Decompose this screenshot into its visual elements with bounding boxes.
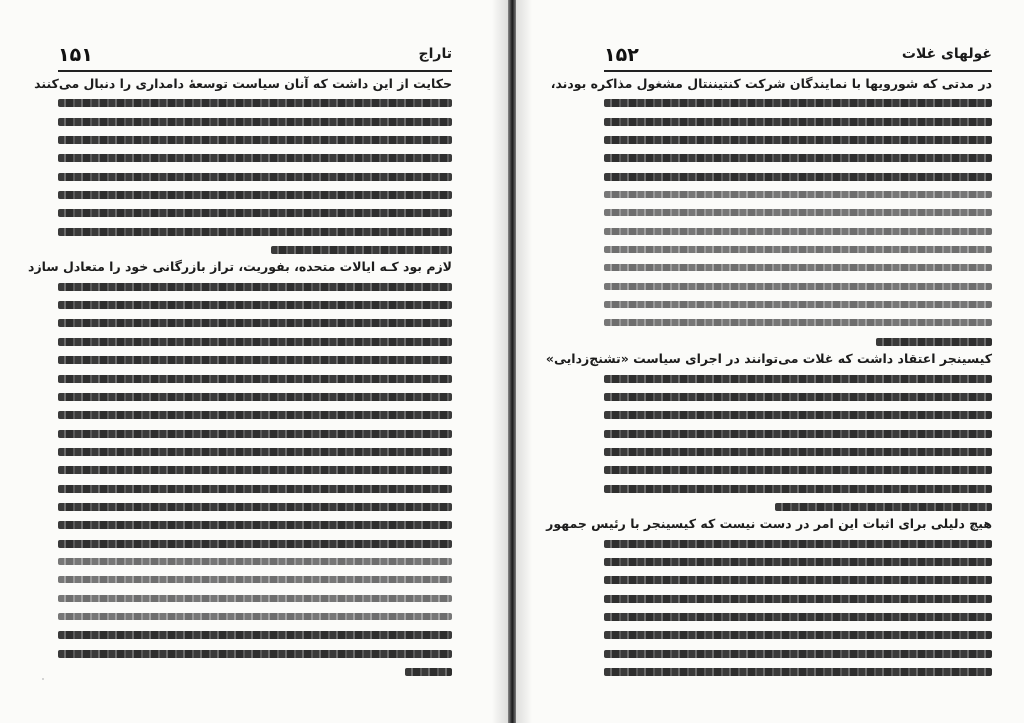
text-line-ink	[604, 99, 992, 107]
text-line	[58, 133, 452, 146]
paragraph-opening: در مدتی که شورویها با نمایندگان شرکت کنتیننتال مشغول مذاکره بودند،	[545, 76, 992, 91]
text-line-ink	[58, 173, 452, 181]
text-line	[58, 445, 452, 458]
text-line-ink	[58, 411, 452, 419]
text-line-ink	[604, 613, 992, 621]
text-line-ink	[604, 118, 992, 126]
text-line	[58, 665, 452, 678]
text-line	[58, 335, 452, 348]
text-line-ink	[58, 540, 452, 548]
text-line	[604, 206, 992, 219]
text-line	[604, 537, 992, 550]
text-line-ink	[58, 430, 452, 438]
text-line-ink	[604, 173, 992, 181]
text-line	[58, 353, 452, 366]
text-line	[58, 298, 452, 311]
text-line	[604, 463, 992, 476]
text-line	[58, 555, 452, 568]
running-title: تاراج	[418, 46, 452, 62]
text-line-ink	[604, 209, 992, 216]
text-line	[58, 537, 452, 550]
paragraph-opening: حکایت از این داشت که آنان سیاست توسعهٔ دامداری را دنبال می‌کنند	[28, 76, 452, 91]
text-line-ink	[604, 191, 992, 198]
text-line	[604, 665, 992, 678]
text-line	[604, 573, 992, 586]
text-line	[604, 335, 992, 348]
text-line	[604, 280, 992, 293]
text-line-ink	[58, 99, 452, 107]
text-line-ink	[58, 613, 452, 620]
text-line-ink	[604, 430, 992, 438]
text-line	[58, 463, 452, 476]
text-line-ink	[58, 650, 452, 658]
page-left	[0, 0, 508, 723]
scan-speck	[42, 678, 44, 680]
text-line-ink	[604, 448, 992, 456]
text-line-ink	[604, 595, 992, 603]
text-line	[604, 592, 992, 605]
text-line-ink	[58, 466, 452, 474]
text-line-ink	[604, 319, 992, 326]
text-line-ink	[58, 485, 452, 493]
header-rule	[604, 70, 992, 72]
text-line-ink	[604, 540, 992, 548]
text-line	[58, 408, 452, 421]
text-line	[604, 243, 992, 256]
text-line-ink	[604, 375, 992, 383]
text-line	[58, 482, 452, 495]
paragraph-opening: لازم بود کـه ایالات متحده، بفوریت، تراز بازرگانی خود را متعادل سازد	[22, 259, 452, 274]
text-line	[604, 628, 992, 641]
page-right	[516, 0, 1024, 723]
text-line-ink	[58, 191, 452, 199]
book-spine	[508, 0, 516, 723]
text-line-ink	[58, 136, 452, 144]
text-line-ink	[58, 338, 452, 346]
text-line-ink	[604, 136, 992, 144]
text-line	[604, 225, 992, 238]
page-header	[58, 44, 452, 68]
text-line	[58, 573, 452, 586]
text-line-ink	[58, 576, 452, 583]
text-line-ink	[604, 283, 992, 290]
gutter-shadow	[492, 0, 508, 723]
text-line	[58, 115, 452, 128]
text-line	[58, 225, 452, 238]
text-line-ink	[604, 264, 992, 271]
text-line-ink	[604, 650, 992, 658]
paragraph-opening: کیسینجر اعتقاد داشت که غلات می‌توانند در اجرای سیاست «تشنج‌زدایی»	[540, 351, 992, 366]
text-line-ink	[58, 283, 452, 291]
text-line	[604, 372, 992, 385]
text-line-ink	[604, 301, 992, 308]
text-line-ink	[58, 319, 452, 327]
text-line	[58, 427, 452, 440]
text-line	[58, 610, 452, 623]
header-rule	[58, 70, 452, 72]
text-line	[604, 133, 992, 146]
text-line-ink	[271, 246, 452, 254]
page-number: ۱۵۱	[58, 44, 93, 66]
text-line	[604, 170, 992, 183]
text-line-ink	[58, 393, 452, 401]
text-line	[604, 298, 992, 311]
text-line	[58, 316, 452, 329]
text-line-ink	[58, 558, 452, 565]
running-title: غولهای غلات	[901, 46, 992, 62]
text-line	[604, 500, 992, 513]
text-line-ink	[604, 228, 992, 235]
text-line-ink	[58, 631, 452, 639]
text-line	[58, 188, 452, 201]
text-line-ink	[58, 154, 452, 162]
text-line	[604, 445, 992, 458]
paragraph-opening: هیچ دلیلی برای اثبات این امر در دست نیست که کیسینجر با رئیس جمهور	[540, 516, 992, 531]
text-line-ink	[58, 209, 452, 217]
text-line	[58, 518, 452, 531]
text-line-ink	[604, 668, 992, 676]
text-line	[604, 610, 992, 623]
gutter-shadow	[516, 0, 532, 723]
text-line	[58, 206, 452, 219]
text-line	[604, 555, 992, 568]
text-line	[58, 170, 452, 183]
text-line-ink	[405, 668, 452, 676]
text-line	[58, 390, 452, 403]
page-header	[604, 44, 992, 68]
text-line-ink	[604, 246, 992, 253]
text-line-ink	[604, 466, 992, 474]
text-line	[604, 151, 992, 164]
text-line-ink	[58, 301, 452, 309]
body-text	[28, 76, 452, 683]
text-line-ink	[775, 503, 992, 511]
text-line	[604, 96, 992, 109]
text-line	[604, 188, 992, 201]
text-line	[550, 76, 992, 91]
text-line	[58, 647, 452, 660]
text-line-ink	[604, 411, 992, 419]
text-line	[604, 316, 992, 329]
text-line-ink	[58, 503, 452, 511]
text-line	[58, 500, 452, 513]
text-line	[58, 372, 452, 385]
text-line	[28, 259, 452, 275]
text-line	[58, 280, 452, 293]
text-line	[604, 482, 992, 495]
text-line-ink	[604, 631, 992, 639]
text-line	[58, 628, 452, 641]
text-line-ink	[58, 228, 452, 236]
text-line-ink	[58, 375, 452, 383]
text-line-ink	[58, 356, 452, 364]
text-line-ink	[604, 154, 992, 162]
text-line-ink	[58, 521, 452, 529]
text-line	[604, 390, 992, 403]
text-line-ink	[604, 576, 992, 584]
text-line	[604, 647, 992, 660]
text-line	[604, 427, 992, 440]
text-line	[58, 592, 452, 605]
text-line	[604, 261, 992, 274]
text-line	[604, 408, 992, 421]
text-line	[34, 76, 452, 91]
text-line-ink	[604, 393, 992, 401]
text-line	[545, 351, 992, 367]
page-number: ۱۵۲	[604, 44, 639, 66]
text-line	[58, 151, 452, 164]
text-line	[58, 96, 452, 109]
text-line-ink	[876, 338, 992, 346]
text-line	[58, 243, 452, 256]
body-text	[545, 76, 992, 683]
text-line-ink	[58, 448, 452, 456]
text-line	[546, 516, 992, 532]
text-line-ink	[604, 485, 992, 493]
text-line-ink	[604, 558, 992, 566]
text-line-ink	[58, 118, 452, 126]
text-line	[604, 115, 992, 128]
text-line-ink	[58, 595, 452, 602]
